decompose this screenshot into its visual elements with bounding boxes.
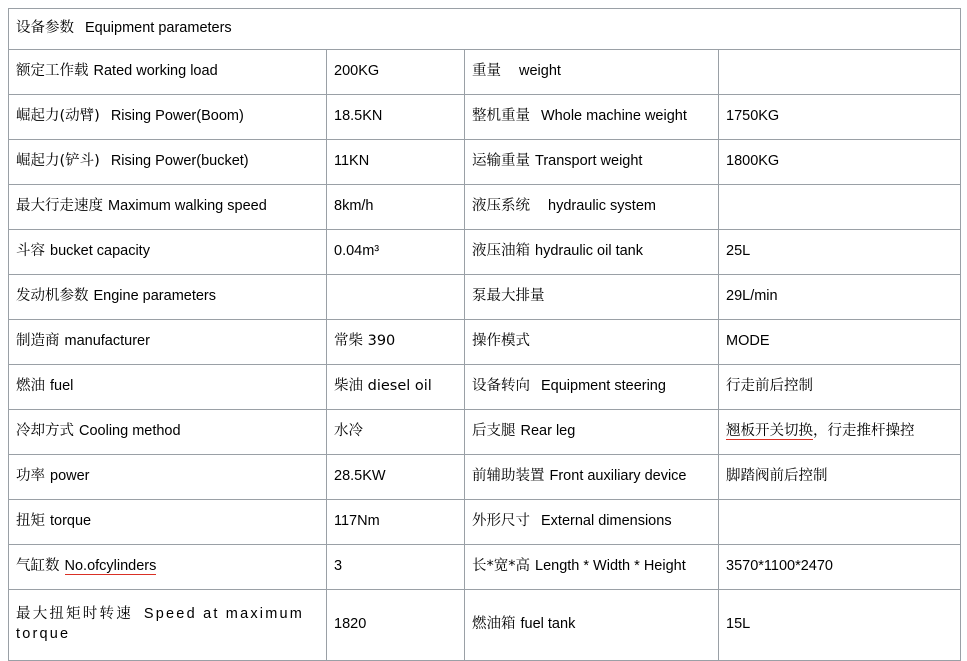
left-value-cell: 3 — [327, 545, 465, 590]
left-value-cell: 11KN — [327, 140, 465, 185]
right-label-cell — [465, 95, 719, 140]
left-label-cn: 制造商 — [16, 333, 60, 350]
left-label-cell — [9, 140, 327, 185]
right-label-cn: 长*宽*高 — [472, 558, 530, 575]
left-value-cell: 0.04m³ — [327, 230, 465, 275]
left-value-cell: 28.5KW — [327, 455, 465, 500]
left-label-cn: 崛起力(铲斗) — [16, 153, 100, 170]
left-label-en: manufacturer — [64, 333, 150, 350]
title-en: Equipment parameters — [85, 20, 232, 37]
right-label-cell — [465, 365, 719, 410]
left-value-cell — [327, 275, 465, 320]
right-label-cn: 外形尺寸 — [472, 513, 530, 530]
right-label-en: fuel tank — [520, 616, 576, 633]
right-label-en: Equipment steering — [541, 378, 666, 395]
left-label-en: Speed at maximum torque — [16, 606, 305, 642]
right-label-en: Front auxiliary device — [549, 468, 687, 485]
left-label-cell — [9, 410, 327, 455]
table-row — [9, 455, 961, 500]
left-label-cn: 扭矩 — [16, 513, 45, 530]
right-label-cn: 重量 — [472, 63, 501, 80]
right-value-cell — [719, 500, 961, 545]
left-label-cn: 发动机参数 — [16, 288, 89, 305]
right-label-cn: 液压油箱 — [472, 243, 530, 260]
left-label-cell — [9, 500, 327, 545]
table-row — [9, 275, 961, 320]
right-label-cell — [465, 545, 719, 590]
left-label-en: power — [50, 468, 90, 485]
right-label-cn: 整机重量 — [472, 108, 530, 125]
right-label-cell — [465, 50, 719, 95]
left-label-en: bucket capacity — [50, 243, 150, 260]
left-label-cn: 冷却方式 — [16, 423, 74, 440]
right-value-cell: 1750KG — [719, 95, 961, 140]
right-value-cell: 脚踏阀前后控制 — [719, 455, 961, 500]
right-value-cell — [719, 185, 961, 230]
left-value-cell: 水冷 — [327, 410, 465, 455]
right-label-cell — [465, 140, 719, 185]
spec-sheet — [0, 8, 967, 642]
left-value-cell: 200KG — [327, 50, 465, 95]
left-label-en: fuel — [50, 378, 74, 395]
right-value-cell: 25L — [719, 230, 961, 275]
table-row — [9, 230, 961, 275]
left-label-cn: 燃油 — [16, 378, 45, 395]
table-row-title — [9, 9, 961, 50]
left-label-en: Rising Power(bucket) — [110, 153, 249, 170]
right-label-cell — [465, 230, 719, 275]
left-value-cell: 1820 — [327, 590, 465, 661]
table-row — [9, 500, 961, 545]
right-label-cn: 运输重量 — [472, 153, 530, 170]
left-label-cell — [9, 590, 327, 661]
right-value-cell: 29L/min — [719, 275, 961, 320]
right-label-cn: 前辅助装置 — [472, 468, 545, 485]
left-label-cn: 气缸数 — [16, 558, 60, 575]
table-row — [9, 140, 961, 185]
left-label-cn: 额定工作载 — [16, 63, 89, 80]
right-label-cell — [465, 410, 719, 455]
right-label-cell — [465, 185, 719, 230]
left-label-cell — [9, 275, 327, 320]
left-label-en: No.ofcylinders — [64, 558, 157, 575]
right-label-cn: 液压系统 — [472, 198, 530, 215]
left-value-cell: 8km/h — [327, 185, 465, 230]
right-label-en: hydraulic system — [548, 198, 656, 215]
right-value-cell — [719, 410, 961, 455]
table-row — [9, 50, 961, 95]
right-label-en: weight — [519, 63, 561, 80]
right-label-en: External dimensions — [541, 513, 672, 530]
right-label-cell — [465, 275, 719, 320]
right-label-cell — [465, 590, 719, 661]
right-label-en: Whole machine weight — [541, 108, 687, 125]
left-label-en: Rising Power(Boom) — [110, 108, 244, 125]
left-label-cn: 崛起力(动臂) — [16, 108, 100, 125]
title-cn: 设备参数 — [16, 20, 74, 37]
right-label-en: Transport weight — [535, 153, 643, 170]
right-label-cell — [465, 320, 719, 365]
left-label-cn: 最大扭矩时转速 — [16, 606, 133, 623]
left-label-cn: 斗容 — [16, 243, 45, 260]
right-label-cn: 泵最大排量 — [472, 288, 545, 305]
right-value-cell — [719, 50, 961, 95]
right-label-en: Length * Width * Height — [535, 558, 686, 575]
table-row — [9, 185, 961, 230]
right-value-underlined: 翘板开关切换 — [726, 423, 813, 440]
right-value-cell: 3570*1100*2470 — [719, 545, 961, 590]
right-label-cell — [465, 455, 719, 500]
table-row — [9, 320, 961, 365]
left-label-en: Maximum walking speed — [108, 198, 267, 215]
left-label-cell — [9, 185, 327, 230]
left-label-en: Rated working load — [93, 63, 218, 80]
right-value-rest: ，行走推杆操控 — [813, 423, 915, 440]
left-label-cell — [9, 320, 327, 365]
right-label-cn: 燃油箱 — [472, 616, 516, 633]
right-label-cn: 设备转向 — [472, 378, 530, 395]
left-label-cn: 功率 — [16, 468, 45, 485]
left-value-cell: 柴油 diesel oil — [327, 365, 465, 410]
left-value-cell: 常柴 390 — [327, 320, 465, 365]
left-label-cell — [9, 50, 327, 95]
left-label-cell — [9, 95, 327, 140]
table-row — [9, 365, 961, 410]
left-value-cell: 18.5KN — [327, 95, 465, 140]
table-title-cell — [9, 9, 961, 50]
left-label-en: torque — [50, 513, 92, 530]
right-label-en: hydraulic oil tank — [535, 243, 643, 260]
right-label-cell — [465, 500, 719, 545]
left-label-cn: 最大行走速度 — [16, 198, 103, 215]
left-label-cell — [9, 455, 327, 500]
left-label-cell — [9, 365, 327, 410]
table-row — [9, 95, 961, 140]
right-label-cn: 后支腿 — [472, 423, 516, 440]
right-value-cell: 15L — [719, 590, 961, 661]
left-label-en: Engine parameters — [93, 288, 217, 305]
right-value-cell: 1800KG — [719, 140, 961, 185]
equipment-parameters-table — [8, 8, 961, 661]
right-value-cell: 行走前后控制 — [719, 365, 961, 410]
table-row — [9, 545, 961, 590]
table-row — [9, 410, 961, 455]
left-label-cell — [9, 545, 327, 590]
table-row — [9, 590, 961, 661]
right-value-cell: MODE — [719, 320, 961, 365]
left-value-cell: 117Nm — [327, 500, 465, 545]
right-label-en: Rear leg — [520, 423, 576, 440]
right-label-cn: 操作模式 — [472, 333, 530, 350]
left-label-en: Cooling method — [79, 423, 181, 440]
left-label-cell — [9, 230, 327, 275]
